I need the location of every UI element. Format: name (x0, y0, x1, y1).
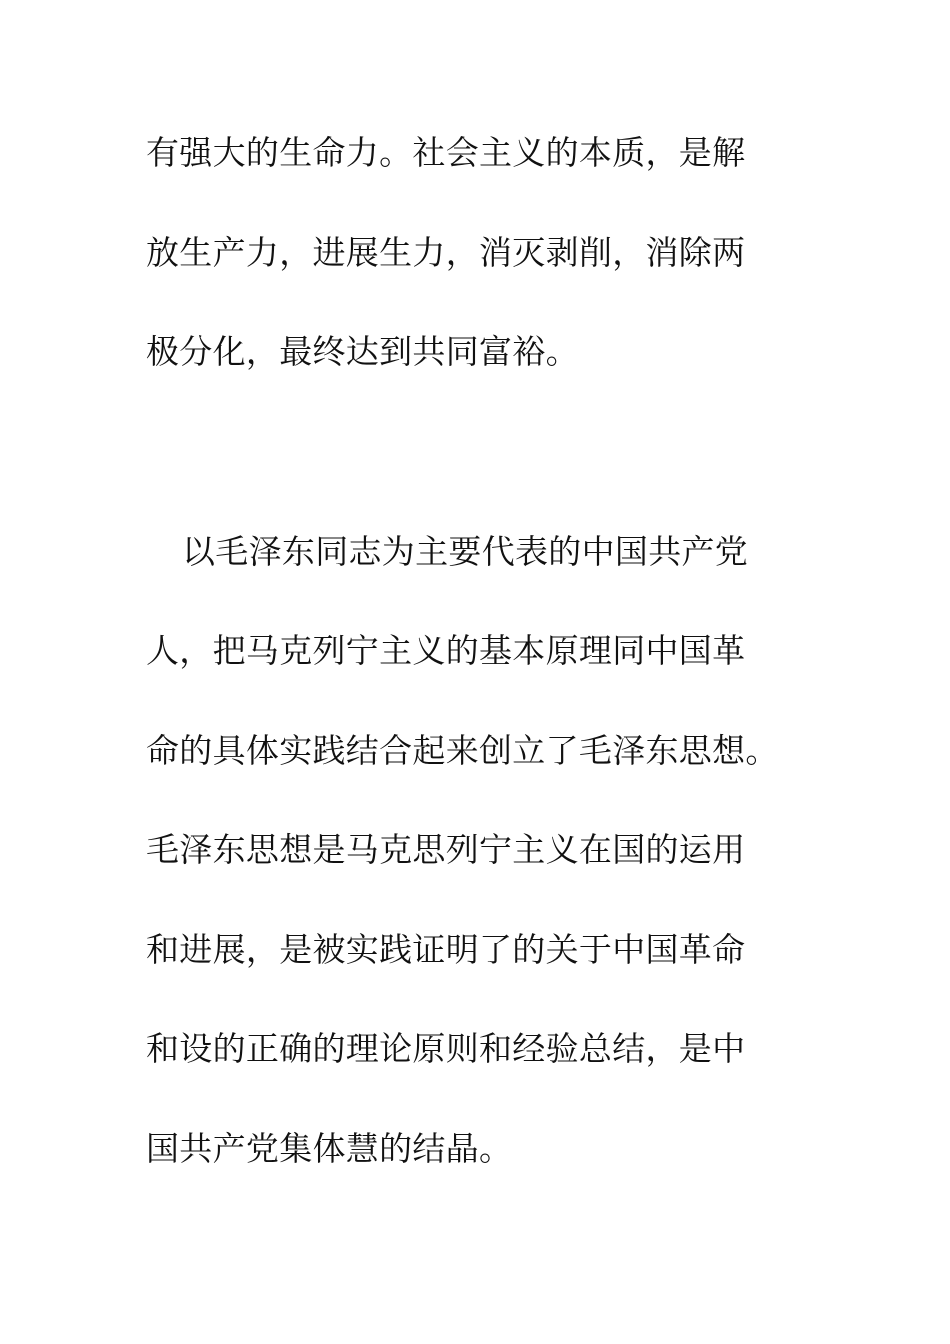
text-line: 毛泽东思想是马克思列宁主义在国的运用 (146, 830, 746, 869)
text-line: 国共产党集体慧的结晶。 (146, 1129, 513, 1168)
text-line: 人，把马克列宁主义的基本原理同中国革 (146, 631, 746, 670)
text-line: 有强大的生命力。社会主义的本质，是解 (146, 133, 746, 172)
text-line: 以毛泽东同志为主要代表的中国共产党 (182, 532, 749, 571)
text-line: 和进展，是被实践证明了的关于中国革命 (146, 930, 746, 969)
text-line: 极分化，最终达到共同富裕。 (146, 332, 579, 371)
text-line: 命的具体实践结合起来创立了毛泽东思想。 (146, 731, 779, 770)
text-line: 放生产力，进展生力，消灭剥削，消除两 (146, 233, 746, 272)
text-line: 和设的正确的理论原则和经验总结，是中 (146, 1029, 746, 1068)
